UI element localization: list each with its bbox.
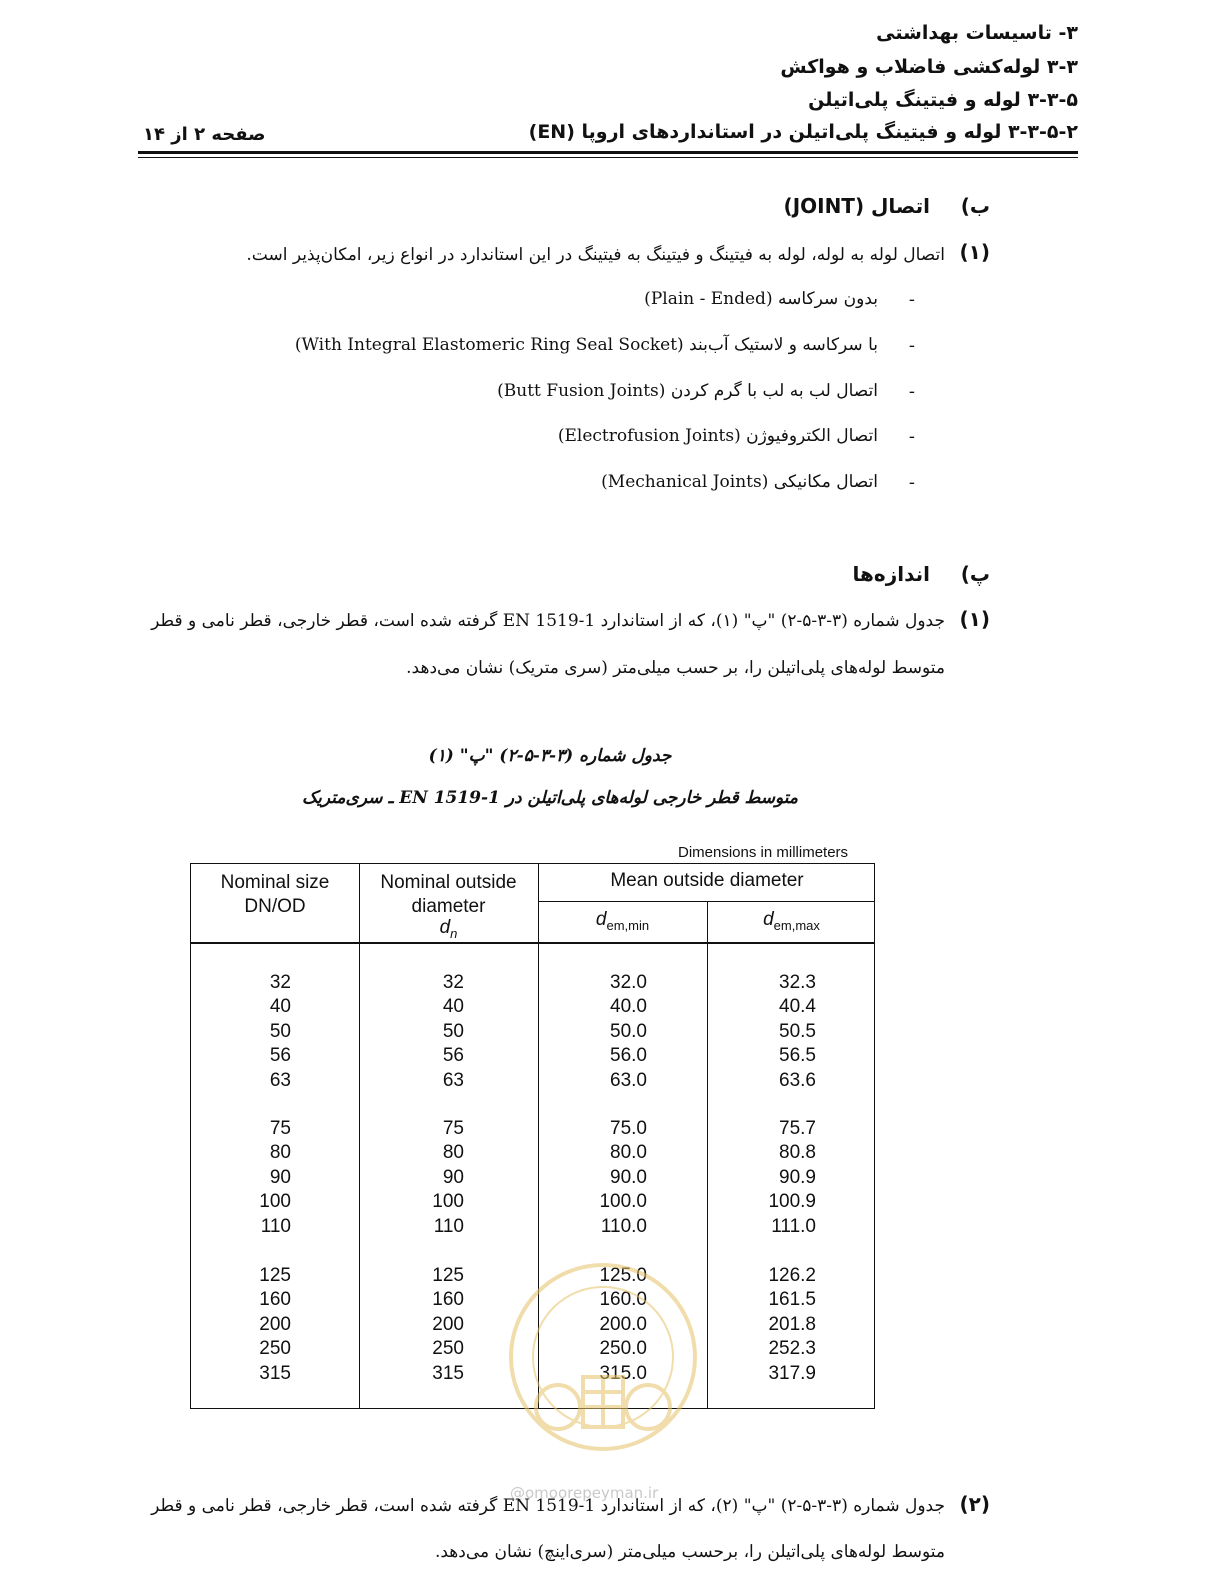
cell-d-em-min: 110.0 [600,1215,647,1237]
cell-d-em-max: 90.9 [779,1166,816,1188]
table-column-group [779,971,816,1093]
bullet-dash: - [908,335,915,356]
section-p-para1-number: (۱) [959,607,990,631]
header-rule-thin [138,157,1078,158]
cell-d-em-max: 40.4 [779,996,816,1018]
cell-d-em-max: 75.7 [779,1118,816,1139]
header-subsubsection-title: ۳-۳-۵ لوله و فیتینگ پلی‌اتیلن [808,89,1078,111]
joint-type-item: با سرکاسه و لاستیک آب‌بند (With Integral Elastomeric Ring Seal Socket) [294,335,878,355]
cell-d-em-min: 40.0 [610,996,647,1018]
cell-d-em-min: 80.0 [610,1142,647,1164]
cell-nominal-size: 200 [259,1313,291,1335]
table-column-group [443,971,464,1093]
cell-d-em-max: 100.9 [768,1191,816,1213]
table-column-group [432,1117,464,1239]
cell-nominal-od: 75 [442,1118,464,1139]
cell-d-em-min: 200.0 [599,1313,647,1335]
cell-nominal-size: 125 [259,1265,291,1286]
bullet-dash: - [908,426,915,447]
cell-d-em-max: 201.8 [768,1313,816,1335]
cell-d-em-min: 75.0 [610,1118,647,1139]
cell-nominal-size: 75 [269,1118,291,1139]
page-number: صفحه ۲ از ۱۴ [143,124,266,145]
section-p-para1-line1: جدول شماره (۳-۳-۵-۲) "پ" (۱)، که از استاندارد EN 1519-1 گرفته شده است، قطر خارجی، قطر نامی و قطر [151,611,945,631]
joint-type-item: اتصال مکانیکی (Mechanical Joints) [601,472,878,492]
section-p-title: اندازه‌ها [852,562,930,586]
section-p-para1-line2: متوسط لوله‌های پلی‌اتیلن را، بر حسب میلی‌متر (سری متریک) نشان می‌دهد. [406,658,945,678]
cell-d-em-max: 63.6 [779,1069,816,1091]
cell-d-em-max: 50.5 [779,1020,816,1042]
cell-nominal-od: 100 [432,1191,464,1213]
cell-nominal-od: 160 [432,1289,464,1311]
cell-d-em-max: 32.3 [779,972,816,993]
joint-type-item: بدون سرکاسه (Plain - Ended) [644,289,878,309]
table-column-group [768,1264,816,1386]
table-column-group [768,1117,816,1239]
cell-nominal-od: 40 [442,996,464,1018]
section-b-para1-number: (۱) [959,240,990,264]
cell-d-em-min: 125.0 [599,1265,647,1286]
cell-nominal-od: 125 [432,1265,464,1286]
table-column-group [270,971,291,1093]
header-nominal-outside-diameter: Nominal outside diameter $d_n$ [380,872,517,941]
cell-d-em-min: 90.0 [610,1166,647,1188]
bullet-dash: - [908,289,915,310]
cell-nominal-size: 315 [259,1362,291,1384]
section-p-mark: پ) [960,562,990,586]
cell-nominal-od: 50 [442,1020,464,1042]
cell-d-em-min: 100.0 [599,1191,647,1213]
header-d-em-min: $d_{em,min}$ [595,909,650,933]
cell-d-em-min: 32.0 [610,972,647,993]
bullet-dash: - [908,381,915,402]
column-divider [359,864,360,1408]
dimensions-note: Dimensions in millimeters [678,844,849,861]
cell-d-em-min: 250.0 [599,1338,647,1360]
joint-type-item: اتصال الکتروفیوژن (Electrofusion Joints) [557,426,878,446]
section-p-para2-number: (۲) [959,1492,990,1516]
header-group-divider [538,901,874,902]
table-column-group [599,1117,647,1239]
table-caption-number: جدول شماره (۳-۳-۵-۲) "پ" (۱) [428,746,672,766]
cell-nominal-od: 32 [442,972,464,993]
table-column-group [259,1264,291,1386]
cell-d-em-max: 317.9 [768,1362,816,1384]
cell-nominal-size: 100 [259,1191,291,1213]
joint-type-item: اتصال لب به لب با گرم کردن (Butt Fusion Joints) [497,381,878,401]
table-column-group [432,1264,464,1386]
cell-nominal-size: 56 [269,1045,291,1067]
table-caption-title: متوسط قطر خارجی لوله‌های پلی‌اتیلن در EN 1519-1 ـ سری‌متریک [301,788,799,808]
cell-nominal-size: 50 [269,1020,291,1042]
header-d-em-max: $d_{em,max}$ [763,909,820,933]
cell-d-em-min: 315.0 [599,1362,647,1384]
cell-nominal-od: 80 [442,1142,464,1164]
cell-nominal-od: 90 [442,1166,464,1188]
header-mean-outside-diameter: Mean outside diameter [610,870,804,891]
cell-nominal-size: 32 [269,972,291,993]
cell-nominal-od: 63 [442,1069,464,1091]
cell-nominal-size: 90 [269,1166,291,1188]
cell-nominal-size: 80 [269,1142,291,1164]
cell-d-em-min: 56.0 [610,1045,647,1067]
cell-nominal-size: 160 [259,1289,291,1311]
cell-d-em-max: 56.5 [779,1045,816,1067]
cell-d-em-max: 80.8 [779,1142,816,1164]
cell-d-em-min: 160.0 [599,1289,647,1311]
cell-nominal-od: 250 [432,1338,464,1360]
cell-d-em-max: 111.0 [771,1215,816,1237]
section-b-para1-text: اتصال لوله به لوله، لوله به فیتینگ و فیتینگ به فیتینگ در این استاندارد در انواع زیر، امکان‌پذیر است. [246,245,945,265]
cell-nominal-od: 56 [442,1045,464,1067]
cell-nominal-size: 110 [260,1215,291,1237]
cell-d-em-max: 126.2 [768,1265,816,1286]
cell-nominal-size: 40 [269,996,291,1018]
cell-nominal-od: 200 [432,1313,464,1335]
header-topic-title: ۳-۳-۵-۲ لوله و فیتینگ پلی‌اتیلن در استانداردهای اروپا (EN) [528,121,1078,143]
section-b-mark: ب) [960,194,990,218]
cell-nominal-size: 63 [269,1069,291,1091]
cell-nominal-od: 315 [432,1362,464,1384]
cell-nominal-size: 250 [259,1338,291,1360]
section-p-para2-line1: جدول شماره (۳-۳-۵-۲) "پ" (۲)، که از استاندارد EN 1519-1 گرفته شده است، قطر خارجی، قطر نامی و قطر [151,1496,945,1516]
cell-d-em-max: 161.5 [768,1289,816,1311]
header-rule-thick [138,151,1078,154]
cell-d-em-min: 50.0 [610,1020,647,1042]
cell-nominal-od: 110 [433,1215,464,1237]
watermark-seal-icon [503,1257,703,1457]
cell-d-em-max: 252.3 [768,1338,816,1360]
cell-d-em-min: 63.0 [610,1069,647,1091]
header-nominal-size: Nominal size DN/OD [220,872,330,917]
watermark-url: @omoorepeyman.ir [510,1484,659,1502]
table-column-group [610,971,647,1093]
bullet-dash: - [908,472,915,493]
header-subsection-title: ۳-۳ لوله‌کشی فاضلاب و هواکش [780,56,1078,78]
header-section-title: ۳- تاسیسات بهداشتی [876,22,1078,44]
section-p-para2-line2: متوسط لوله‌های پلی‌اتیلن را، برحسب میلی‌متر (سری‌اینچ) نشان می‌دهد. [434,1542,945,1562]
column-divider [707,902,708,1408]
table-column-group [259,1117,291,1239]
section-b-title: اتصال (JOINT) [783,194,930,218]
